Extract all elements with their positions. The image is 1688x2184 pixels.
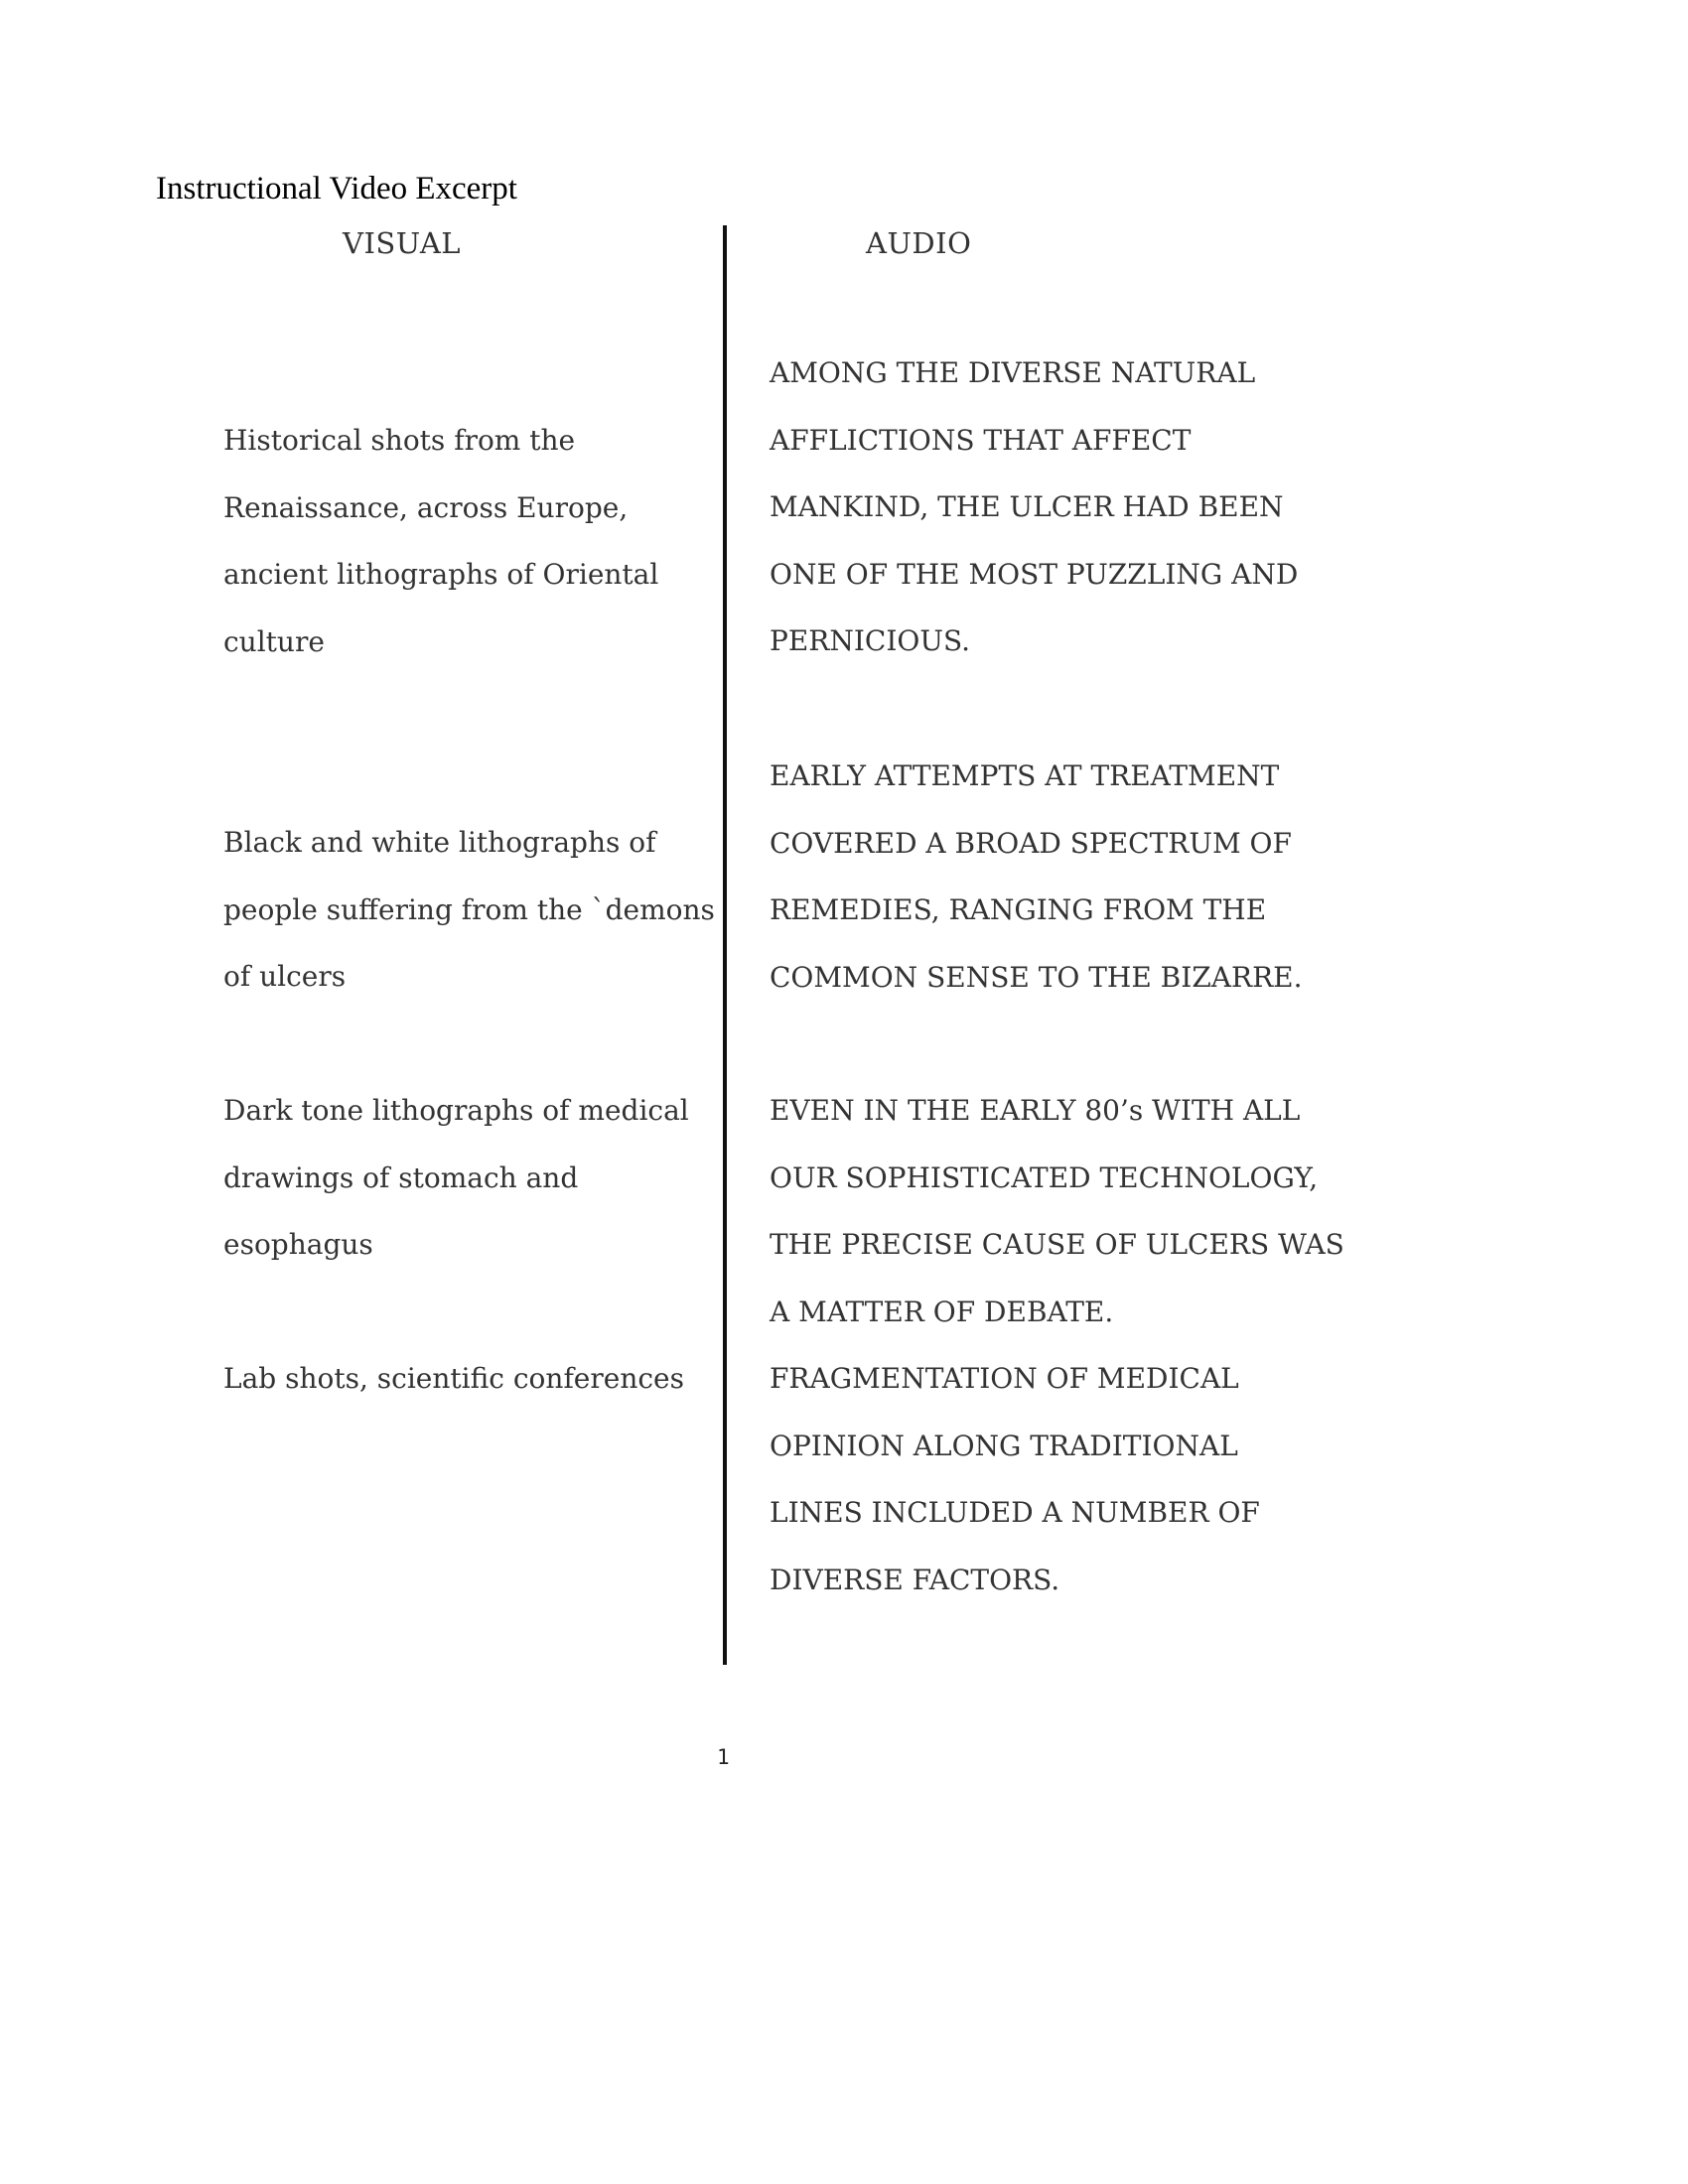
audio-block-cause xyxy=(770,1077,1345,1613)
audio-line: OPINION ALONG TRADITIONAL xyxy=(770,1429,1238,1462)
audio-line: REMEDIES, RANGING FROM THE xyxy=(770,893,1267,926)
audio-line: COMMON SENSE TO THE BIZARRE. xyxy=(770,960,1303,994)
audio-line: MANKIND, THE ULCER HAD BEEN xyxy=(770,490,1284,523)
audio-column-header: AUDIO xyxy=(866,226,972,260)
visual-line: of ulcers xyxy=(223,960,347,993)
visual-line: drawings of stomach and xyxy=(223,1160,579,1194)
visual-block-lab-shots xyxy=(223,1345,710,1413)
audio-line: LINES INCLUDED A NUMBER OF xyxy=(770,1496,1260,1529)
audio-block-afflictions xyxy=(770,340,1345,675)
document-title: Instructional Video Excerpt xyxy=(156,171,517,206)
visual-line: esophagus xyxy=(223,1228,373,1261)
audio-line: PERNICIOUS. xyxy=(770,624,971,657)
audio-line: COVERED A BROAD SPECTRUM OF xyxy=(770,826,1292,860)
visual-block-renaissance xyxy=(223,407,710,675)
visual-column-header: VISUAL xyxy=(343,226,462,260)
visual-line: Dark tone lithographs of medical xyxy=(223,1094,689,1127)
visual-line: Black and white lithographs of xyxy=(223,826,656,859)
column-divider xyxy=(723,225,727,1665)
visual-line: ancient lithographs of Oriental xyxy=(223,558,659,591)
audio-line: FRAGMENTATION OF MEDICAL xyxy=(770,1362,1239,1395)
audio-line: AMONG THE DIVERSE NATURAL xyxy=(770,356,1256,389)
audio-line: AFFLICTIONS THAT AFFECT xyxy=(770,423,1192,457)
audio-line: ONE OF THE MOST PUZZLING AND xyxy=(770,557,1299,591)
audio-line: OUR SOPHISTICATED TECHNOLOGY, xyxy=(770,1160,1319,1194)
visual-line: Historical shots from the xyxy=(223,424,576,457)
audio-line: DIVERSE FACTORS. xyxy=(770,1563,1060,1596)
visual-block-medical-drawings xyxy=(223,1077,710,1279)
visual-line: Lab shots, scientific conferences xyxy=(223,1362,684,1395)
visual-line: people suffering from the `demons xyxy=(223,892,715,926)
audio-line: THE PRECISE CAUSE OF ULCERS WAS xyxy=(770,1228,1344,1261)
audio-line: A MATTER OF DEBATE. xyxy=(770,1295,1114,1328)
visual-line: culture xyxy=(223,624,325,658)
audio-line: EVEN IN THE EARLY 80’s WITH ALL xyxy=(770,1094,1301,1127)
audio-line: EARLY ATTEMPTS AT TREATMENT xyxy=(770,759,1280,792)
visual-block-demons xyxy=(223,809,715,1011)
visual-line: Renaissance, across Europe, xyxy=(223,490,629,524)
audio-block-treatment xyxy=(770,743,1345,1011)
page-number: 1 xyxy=(717,1745,730,1769)
